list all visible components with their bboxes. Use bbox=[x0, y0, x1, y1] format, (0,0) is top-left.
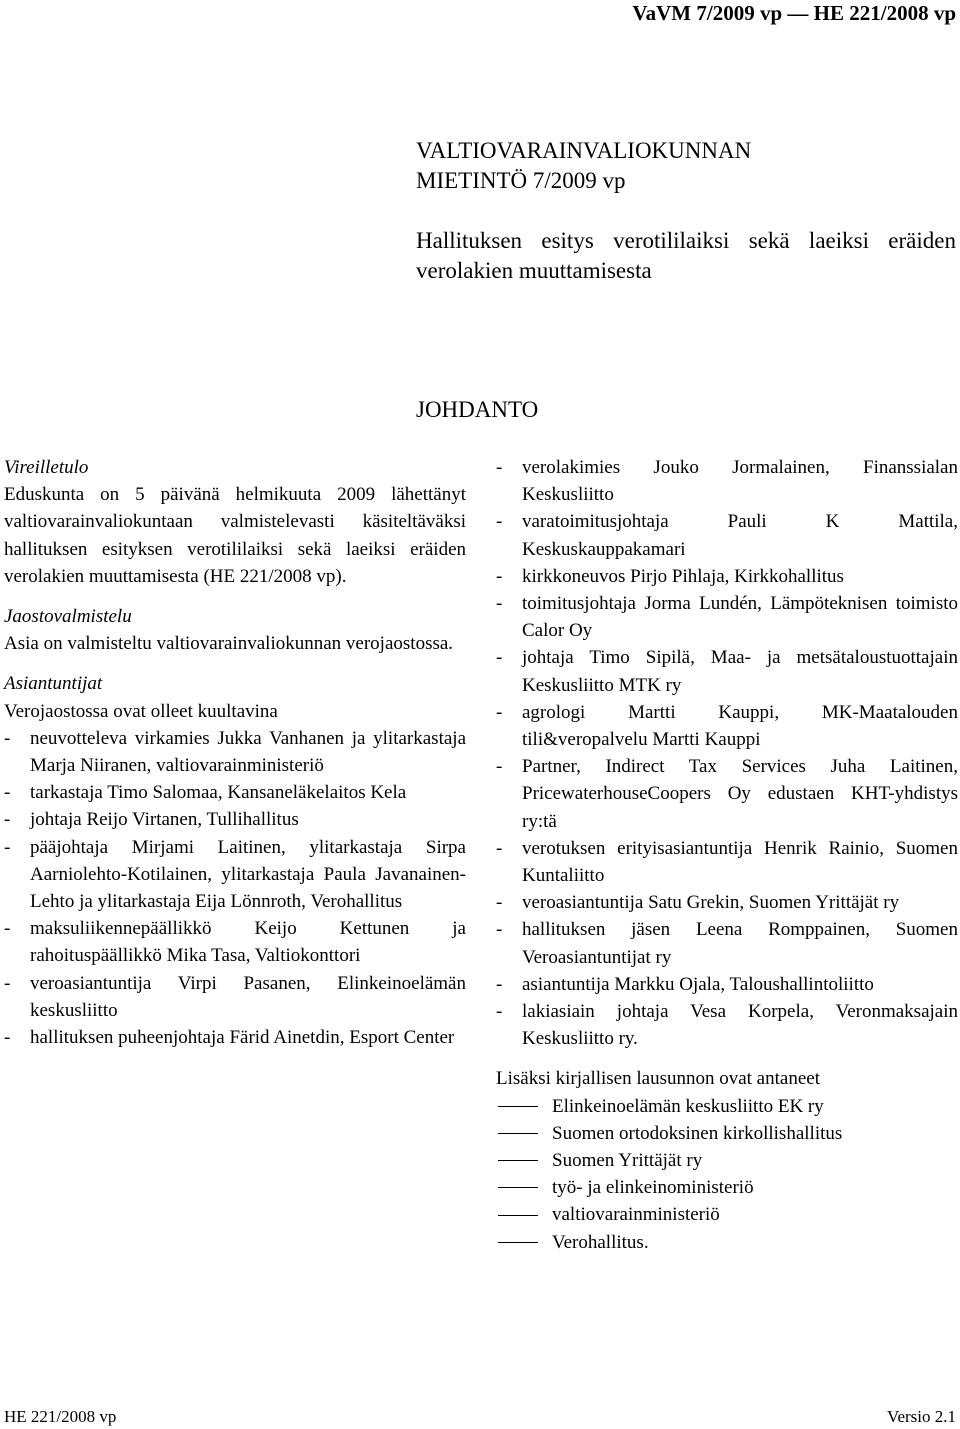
dash-rule bbox=[498, 1133, 538, 1134]
left-column bbox=[4, 454, 466, 1051]
list-item: - kirkkoneuvos Pirjo Pihlaja, Kirkkohallitus bbox=[496, 565, 844, 587]
heading-asiantuntijat: Asiantuntijat bbox=[4, 673, 103, 695]
footer-document-id: HE 221/2008 vp bbox=[4, 1407, 117, 1426]
list-item: Suomen Yrittäjät ry bbox=[496, 1147, 958, 1174]
list-item: - Partner, Indirect Tax Services Juha Laitinen, PricewaterhouseCoopers Oy edustaen KHT-yhdistys ry:tä bbox=[496, 756, 958, 832]
written-statements-list bbox=[496, 1093, 958, 1256]
footer-version: Versio 2.1 bbox=[887, 1407, 956, 1426]
vireilletulo-text: Eduskunta on 5 päivänä helmikuuta 2009 lähettänyt valtiovarainvaliokuntaan valmistelevasti käsiteltäväksi hallituksen esityksen verotililaiksi sekä laeiksi eräiden verolakien muuttamisesta (HE 221/2008 vp). bbox=[4, 484, 466, 587]
dash-rule bbox=[498, 1106, 538, 1107]
list-item: - veroasiantuntija Satu Grekin, Suomen Yrittäjät ry bbox=[496, 892, 900, 914]
title-block bbox=[416, 136, 956, 286]
list-item: - asiantuntija Markku Ojala, Taloushallintoliitto bbox=[496, 973, 874, 995]
list-item: - johtaja Reijo Virtanen, Tullihallitus bbox=[4, 809, 299, 831]
heading-jaostovalmistelu: Jaostovalmistelu bbox=[4, 606, 132, 628]
dash-rule bbox=[498, 1160, 538, 1161]
jaosto-text: Asia on valmisteltu valtiovarainvaliokunnan verojaostossa. bbox=[4, 633, 454, 655]
heading-vireilletulo: Vireilletulo bbox=[4, 457, 89, 478]
dash-rule bbox=[498, 1187, 538, 1188]
dash-rule bbox=[498, 1215, 538, 1216]
list-item: - varatoimitusjohtaja Pauli K Mattila, Keskuskauppakamari bbox=[496, 511, 958, 560]
list-item: - verolakimies Jouko Jormalainen, Finanssialan Keskusliitto bbox=[496, 457, 958, 506]
expert-list-right bbox=[496, 454, 958, 1052]
asiantuntijat-intro: Verojaostossa ovat olleet kuultavina bbox=[4, 700, 278, 722]
list-item: - toimitusjohtaja Jorma Lundén, Lämpöteknisen toimisto Calor Oy bbox=[496, 593, 958, 642]
written-statements-intro: Lisäksi kirjallisen lausunnon ovat antaneet bbox=[496, 1068, 820, 1090]
list-item: Suomen ortodoksinen kirkollishallitus bbox=[496, 1120, 958, 1147]
list-item: - agrologi Martti Kauppi, MK-Maatalouden tili&veropalvelu Martti Kauppi bbox=[496, 701, 958, 751]
dash-rule bbox=[498, 1242, 538, 1243]
list-item: - tarkastaja Timo Salomaa, Kansaneläkelaitos Kela bbox=[4, 782, 407, 804]
list-item: - hallituksen jäsen Leena Romppainen, Suomen Veroasiantuntijat ry bbox=[496, 919, 958, 968]
committee-title-line2: MIETINTÖ 7/2009 vp bbox=[416, 168, 626, 193]
list-item: - hallituksen puheenjohtaja Färid Ainetdin, Esport Center bbox=[4, 1027, 455, 1049]
list-item: - maksuliikennepäällikkö Keijo Kettunen ja rahoituspäällikkö Mika Tasa, Valtiokonttori bbox=[4, 918, 466, 967]
section-title-johdanto: JOHDANTO bbox=[416, 397, 539, 422]
right-column bbox=[496, 454, 958, 1256]
list-item: - neuvotteleva virkamies Jukka Vanhanen ja ylitarkastaja Marja Niiranen, valtiovarainministeriö bbox=[4, 727, 466, 777]
list-item: - verotuksen erityisasiantuntija Henrik Rainio, Suomen Kuntaliitto bbox=[496, 837, 958, 887]
committee-title-line1: VALTIOVARAINVALIOKUNNAN bbox=[416, 138, 752, 163]
list-item: - johtaja Timo Sipilä, Maa- ja metsätaloustuottajain Keskusliitto MTK ry bbox=[496, 647, 958, 696]
report-subtitle: Hallituksen esitys verotililaiksi sekä laeiksi eräiden verolakien muuttamisesta bbox=[416, 228, 956, 283]
list-item: valtiovarainministeriö bbox=[496, 1201, 958, 1228]
document-header: VaVM 7/2009 vp — HE 221/2008 vp bbox=[632, 1, 956, 25]
list-item: Elinkeinoelämän keskusliitto EK ry bbox=[496, 1093, 958, 1120]
expert-list-left bbox=[4, 725, 466, 1051]
list-item: - veroasiantuntija Virpi Pasanen, Elinkeinoelämän keskusliitto bbox=[4, 972, 466, 1021]
list-item: työ- ja elinkeinoministeriö bbox=[496, 1174, 958, 1201]
list-item: - lakiasiain johtaja Vesa Korpela, Veronmaksajain Keskusliitto ry. bbox=[496, 1001, 958, 1050]
list-item: Verohallitus. bbox=[496, 1229, 958, 1256]
list-item: - pääjohtaja Mirjami Laitinen, ylitarkastaja Sirpa Aarniolehto-Kotilainen, ylitarkastaja Paula Javanainen-Lehto ja ylitarkastaja Eija Lönnroth, Verohallitus bbox=[4, 836, 466, 913]
